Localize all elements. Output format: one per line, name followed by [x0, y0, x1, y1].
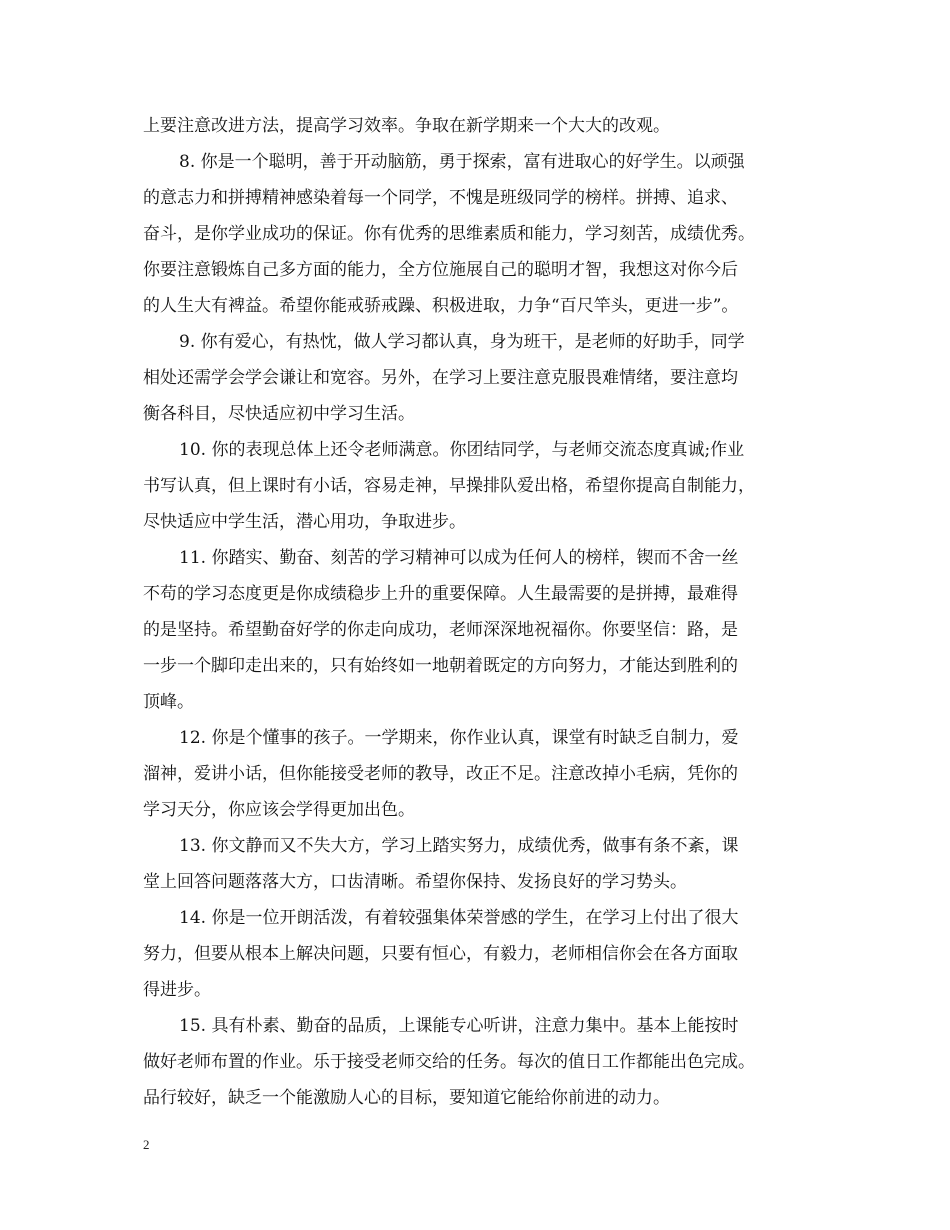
paragraph-line: 得进步。	[143, 980, 211, 1000]
paragraph-line: 你要注意锻炼自己多方面的能力，全方位施展自己的聪明才智，我想这对你今后	[143, 260, 738, 280]
paragraph-first-line: 15. 具有朴素、勤奋的品质，上课能专心听讲，注意力集中。基本上能按时	[179, 1016, 739, 1036]
paragraph-line: 顶峰。	[143, 692, 194, 712]
paragraph-line: 书写认真，但上课时有小话，容易走神，早操排队爱出格，希望你提高自制能力，	[143, 476, 755, 496]
paragraph-line: 的意志力和拼搏精神感染着每一个同学，不愧是班级同学的榜样。拼搏、追求、	[143, 188, 738, 208]
paragraph-line: 努力，但要从根本上解决问题，只要有恒心，有毅力，老师相信你会在各方面取	[143, 944, 738, 964]
paragraph-first-line: 8. 你是一个聪明，善于开动脑筋，勇于探索，富有进取心的好学生。以顽强	[179, 152, 745, 172]
paragraph-first-line: 10. 你的表现总体上还令老师满意。你团结同学，与老师交流态度真诚;作业	[179, 440, 745, 460]
paragraph-line: 上要注意改进方法，提高学习效率。争取在新学期来一个大大的改观。	[143, 116, 670, 136]
paragraph-line: 品行较好，缺乏一个能激励人心的目标，要知道它能给你前进的动力。	[143, 1088, 670, 1108]
paragraph-line: 的人生大有裨益。希望你能戒骄戒躁、积极进取，力争“百尺竿头，更进一步”。	[143, 296, 739, 316]
paragraph-line: 尽快适应中学生活，潜心用功，争取进步。	[143, 512, 466, 532]
paragraph-first-line: 11. 你踏实、勤奋、刻苦的学习精神可以成为任何人的榜样，锲而不舍一丝	[179, 548, 739, 568]
paragraph-line: 相处还需学会学会谦让和宽容。另外，在学习上要注意克服畏难情绪，要注意均	[143, 368, 738, 388]
paragraph-line: 一步一个脚印走出来的，只有始终如一地朝着既定的方向努力，才能达到胜利的	[143, 656, 738, 676]
paragraph-first-line: 13. 你文静而又不失大方，学习上踏实努力，成绩优秀，做事有条不紊，课	[179, 836, 739, 856]
document-body	[143, 108, 818, 1116]
paragraph-line: 的是坚持。希望勤奋好学的你走向成功，老师深深地祝福你。你要坚信：路，是	[143, 620, 738, 640]
paragraph-first-line: 12. 你是个懂事的孩子。一学期来，你作业认真，课堂有时缺乏自制力，爱	[179, 728, 739, 748]
paragraph-line: 做好老师布置的作业。乐于接受老师交给的任务。每次的值日工作都能出色完成。	[143, 1052, 755, 1072]
paragraph-first-line: 9. 你有爱心，有热忱，做人学习都认真，身为班干，是老师的好助手，同学	[179, 332, 745, 352]
paragraph-line: 学习天分，你应该会学得更加出色。	[143, 800, 415, 820]
paragraph-line: 不苟的学习态度更是你成绩稳步上升的重要保障。人生最需要的是拼搏，最难得	[143, 584, 738, 604]
paragraph-line: 堂上回答问题落落大方，口齿清晰。希望你保持、发扬良好的学习势头。	[143, 872, 687, 892]
paragraph-line: 衡各科目，尽快适应初中学习生活。	[143, 404, 415, 424]
page-number: 2	[143, 1137, 150, 1152]
paragraph-line: 奋斗，是你学业成功的保证。你有优秀的思维素质和能力，学习刻苦，成绩优秀。	[143, 224, 755, 244]
paragraph-line: 溜神，爱讲小话，但你能接受老师的教导，改正不足。注意改掉小毛病，凭你的	[143, 764, 738, 784]
paragraph-first-line: 14. 你是一位开朗活泼，有着较强集体荣誉感的学生，在学习上付出了很大	[179, 908, 739, 928]
